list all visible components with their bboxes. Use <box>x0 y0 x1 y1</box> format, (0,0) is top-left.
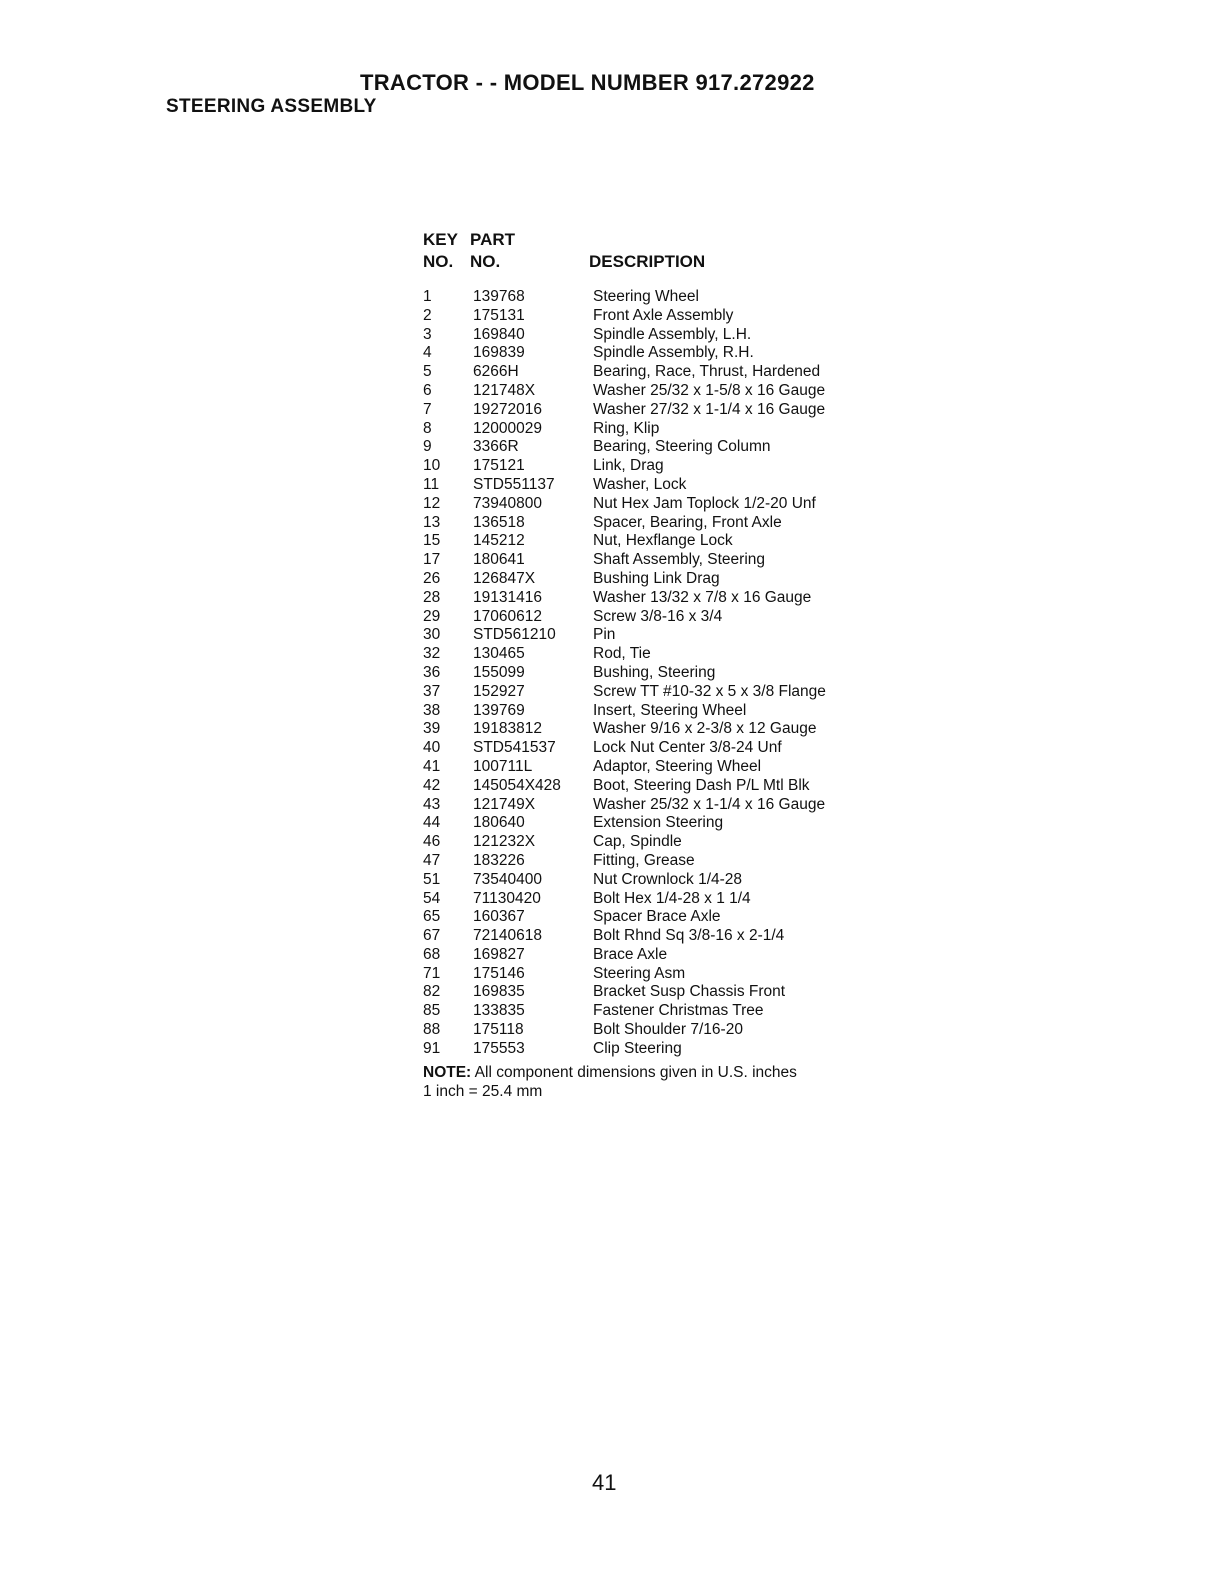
table-row <box>423 927 883 946</box>
part-no-cell: 152927 <box>473 682 525 700</box>
description-cell: Brace Axle <box>593 945 668 963</box>
key-no-cell: 15 <box>423 532 441 550</box>
part-no-cell: 121748X <box>473 381 536 399</box>
description-cell: Boot, Steering Dash P/L Mtl Blk <box>593 776 810 794</box>
description-cell: Nut Crownlock 1/4-28 <box>593 870 743 888</box>
key-no-cell: 42 <box>423 776 441 794</box>
table-row <box>423 965 883 984</box>
key-no-cell: 10 <box>423 457 441 475</box>
part-no-cell: 169840 <box>473 325 525 343</box>
key-no-cell: 41 <box>423 757 441 775</box>
note-label: NOTE: <box>423 1064 472 1081</box>
table-row <box>423 777 883 796</box>
key-no-cell: 11 <box>423 475 440 493</box>
table-row <box>423 326 883 345</box>
key-no-cell: 7 <box>423 400 432 418</box>
part-no-cell: 180640 <box>473 814 525 832</box>
description-cell: Clip Steering <box>593 1039 682 1057</box>
part-no-cell: 175118 <box>473 1021 524 1039</box>
part-no-cell: 19272016 <box>473 400 542 418</box>
description-cell: Spacer, Bearing, Front Axle <box>593 513 782 531</box>
table-row <box>423 476 883 495</box>
key-no-cell: 51 <box>423 870 441 888</box>
table-row <box>423 420 883 439</box>
description-cell: Washer, Lock <box>593 475 687 493</box>
part-no-cell: 169839 <box>473 344 525 362</box>
description-cell: Ring, Klip <box>593 419 660 437</box>
part-no-cell: 3366R <box>473 438 519 456</box>
key-no-cell: 88 <box>423 1021 441 1039</box>
key-no-cell: 82 <box>423 983 441 1001</box>
part-no-header-line1: PART <box>470 230 516 249</box>
description-cell: Bracket Susp Chassis Front <box>593 983 786 1001</box>
description-cell: Washer 25/32 x 1-5/8 x 16 Gauge <box>593 381 826 399</box>
key-no-cell: 54 <box>423 889 441 907</box>
part-no-header-line2: NO. <box>470 252 501 271</box>
table-row <box>423 532 883 551</box>
part-no-cell: 73540400 <box>473 870 542 888</box>
table-row <box>423 551 883 570</box>
description-cell: Screw TT #10-32 x 5 x 3/8 Flange <box>593 682 826 700</box>
key-no-header-line2: NO. <box>423 252 454 271</box>
part-no-cell: 6266H <box>473 363 519 381</box>
key-no-cell: 39 <box>423 720 441 738</box>
part-no-cell: 183226 <box>473 851 525 869</box>
part-no-cell: 73940800 <box>473 494 542 512</box>
part-no-cell: 72140618 <box>473 927 542 945</box>
key-no-cell: 65 <box>423 908 441 926</box>
key-no-cell: 47 <box>423 851 441 869</box>
part-no-cell: 71130420 <box>473 889 541 907</box>
table-row <box>423 946 883 965</box>
part-no-cell: 121749X <box>473 795 536 813</box>
key-no-cell: 37 <box>423 682 441 700</box>
part-no-cell: 121232X <box>473 833 536 851</box>
part-no-cell: 130465 <box>473 645 525 663</box>
key-no-cell: 4 <box>423 344 432 362</box>
part-no-cell: STD561210 <box>473 626 556 644</box>
part-no-cell: 126847X <box>473 569 536 587</box>
table-row <box>423 702 883 721</box>
page-number: 41 <box>592 1470 617 1495</box>
key-no-cell: 68 <box>423 945 441 963</box>
page-title: TRACTOR - - MODEL NUMBER 917.272922 <box>360 70 815 95</box>
part-no-cell: 136518 <box>473 513 525 531</box>
table-row <box>423 664 883 683</box>
part-no-cell: 100711L <box>473 757 533 775</box>
description-cell: Front Axle Assembly <box>593 306 734 324</box>
table-row <box>423 626 883 645</box>
description-cell: Washer 27/32 x 1-1/4 x 16 Gauge <box>593 400 826 418</box>
section-title: STEERING ASSEMBLY <box>166 96 377 117</box>
description-cell: Shaft Assembly, Steering <box>593 551 766 569</box>
table-row <box>423 608 883 627</box>
key-no-cell: 44 <box>423 814 441 832</box>
description-cell: Nut, Hexflange Lock <box>593 532 733 550</box>
key-no-cell: 8 <box>423 419 432 437</box>
description-cell: Bolt Rhnd Sq 3/8-16 x 2-1/4 <box>593 927 785 945</box>
parts-list-header <box>423 230 883 288</box>
part-no-cell: 175553 <box>473 1039 525 1057</box>
key-no-cell: 12 <box>423 494 441 512</box>
table-row <box>423 495 883 514</box>
description-cell: Screw 3/8-16 x 3/4 <box>593 607 723 625</box>
note <box>423 1063 797 1101</box>
key-no-cell: 5 <box>423 363 432 381</box>
key-no-cell: 40 <box>423 739 441 757</box>
key-no-cell: 85 <box>423 1002 441 1020</box>
key-no-cell: 28 <box>423 588 441 606</box>
table-row <box>423 382 883 401</box>
description-cell: Cap, Spindle <box>593 833 682 851</box>
table-row <box>423 438 883 457</box>
key-no-cell: 26 <box>423 569 441 587</box>
part-no-cell: 175121 <box>473 457 525 475</box>
key-no-cell: 1 <box>423 288 432 305</box>
table-row <box>423 796 883 815</box>
key-no-cell: 2 <box>423 306 432 324</box>
table-row <box>423 570 883 589</box>
description-cell: Adaptor, Steering Wheel <box>593 757 762 775</box>
description-cell: Pin <box>593 626 616 644</box>
part-no-cell: 19131416 <box>473 588 542 606</box>
table-row <box>423 852 883 871</box>
key-no-cell: 17 <box>423 551 441 569</box>
key-no-cell: 43 <box>423 795 441 813</box>
parts-list <box>423 230 883 1059</box>
key-no-cell: 38 <box>423 701 441 719</box>
table-row <box>423 814 883 833</box>
key-no-cell: 29 <box>423 607 441 625</box>
part-no-cell: 169835 <box>473 983 525 1001</box>
table-row <box>423 890 883 909</box>
key-no-cell: 36 <box>423 663 441 681</box>
part-no-cell: 145212 <box>473 532 525 550</box>
table-row <box>423 739 883 758</box>
description-cell: Spindle Assembly, L.H. <box>593 325 752 343</box>
table-row <box>423 307 883 326</box>
description-cell: Bearing, Race, Thrust, Hardened <box>593 363 821 381</box>
part-no-cell: 175131 <box>473 306 525 324</box>
part-no-cell: STD541537 <box>473 739 556 757</box>
description-cell: Washer 13/32 x 7/8 x 16 Gauge <box>593 588 812 606</box>
description-cell: Fastener Christmas Tree <box>593 1002 764 1020</box>
table-row <box>423 457 883 476</box>
description-cell: Nut Hex Jam Toplock 1/2-20 Unf <box>593 494 816 512</box>
table-row <box>423 983 883 1002</box>
description-cell: Spindle Assembly, R.H. <box>593 344 754 362</box>
key-no-cell: 32 <box>423 645 441 663</box>
description-cell: Bearing, Steering Column <box>593 438 771 456</box>
part-no-cell: 17060612 <box>473 607 542 625</box>
description-cell: Bolt Hex 1/4-28 x 1 1/4 <box>593 889 751 907</box>
part-no-cell: 139769 <box>473 701 525 719</box>
key-no-cell: 46 <box>423 833 441 851</box>
parts-rows <box>423 288 883 1059</box>
part-no-cell: 175146 <box>473 964 525 982</box>
key-no-cell: 67 <box>423 927 441 945</box>
description-cell: Spacer Brace Axle <box>593 908 721 926</box>
description-cell: Steering Wheel <box>593 288 699 305</box>
note-text: All component dimensions given in U.S. inches <box>471 1064 797 1081</box>
key-no-cell: 3 <box>423 325 432 343</box>
description-cell: Insert, Steering Wheel <box>593 701 747 719</box>
table-row <box>423 833 883 852</box>
description-cell: Washer 25/32 x 1-1/4 x 16 Gauge <box>593 795 826 813</box>
part-no-cell: 133835 <box>473 1002 525 1020</box>
key-no-cell: 91 <box>423 1039 441 1057</box>
table-row <box>423 1040 883 1059</box>
part-no-cell: 169827 <box>473 945 525 963</box>
part-no-cell: 180641 <box>473 551 525 569</box>
key-no-cell: 71 <box>423 964 441 982</box>
table-row <box>423 758 883 777</box>
table-row <box>423 1021 883 1040</box>
table-row <box>423 683 883 702</box>
key-no-cell: 9 <box>423 438 432 456</box>
part-no-cell: 12000029 <box>473 419 542 437</box>
table-row <box>423 645 883 664</box>
table-row <box>423 401 883 420</box>
part-no-cell: 155099 <box>473 663 525 681</box>
description-cell: Washer 9/16 x 2-3/8 x 12 Gauge <box>593 720 817 738</box>
key-no-cell: 13 <box>423 513 441 531</box>
table-row <box>423 908 883 927</box>
key-no-cell: 30 <box>423 626 441 644</box>
description-cell: Rod, Tie <box>593 645 651 663</box>
table-row <box>423 363 883 382</box>
part-no-cell: 19183812 <box>473 720 542 738</box>
table-row <box>423 589 883 608</box>
description-cell: Bushing, Steering <box>593 663 716 681</box>
description-cell: Steering Asm <box>593 964 686 982</box>
key-no-header-line1: KEY <box>423 230 458 249</box>
description-cell: Extension Steering <box>593 814 724 832</box>
table-row <box>423 1002 883 1021</box>
description-header: DESCRIPTION <box>589 252 706 271</box>
description-cell: Bushing Link Drag <box>593 569 720 587</box>
part-no-cell: 145054X428 <box>473 776 561 794</box>
description-cell: Link, Drag <box>593 457 664 475</box>
description-cell: Bolt Shoulder 7/16-20 <box>593 1021 743 1039</box>
description-cell: Fitting, Grease <box>593 851 695 869</box>
table-row <box>423 288 883 307</box>
key-no-cell: 6 <box>423 381 432 399</box>
table-row <box>423 344 883 363</box>
note-conversion: 1 inch = 25.4 mm <box>423 1083 543 1100</box>
table-row <box>423 514 883 533</box>
part-no-cell: STD551137 <box>473 475 555 493</box>
part-no-cell: 139768 <box>473 288 525 305</box>
table-row <box>423 871 883 890</box>
description-cell: Lock Nut Center 3/8-24 Unf <box>593 739 782 757</box>
part-no-cell: 160367 <box>473 908 525 926</box>
table-row <box>423 720 883 739</box>
